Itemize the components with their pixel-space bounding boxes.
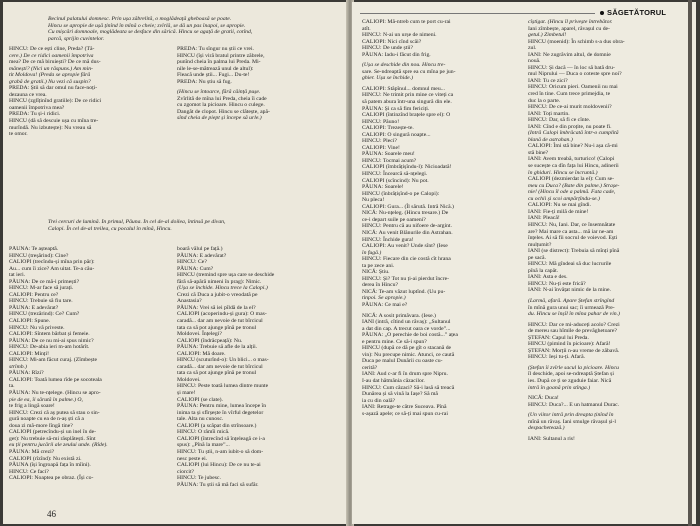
text-line: PĂUNA: Trebuie să afle de la alții. [177,344,258,351]
text-line: Calopi. În cel de-al treilea, cu pocalul în mînă, Hincu. [48,225,172,232]
text-line: CALIOPI (acoperindu-și gura): O mas- [177,311,267,318]
text-line: sare. Se-ndreaptă spre ea cu mîna pe jun- [362,68,456,75]
text-line: HINCU: De unde știi? [362,45,414,52]
text-line: nesc peste ei. [177,455,208,462]
text-line: HINCU: De ce-ai murit moldovenii? [528,104,612,111]
dialogue-column-1a [9,46,169,138]
text-line: IANI: Ne zugrăvim altul, de domnie [528,51,611,58]
text-line: tit Moldova! (Preda se apropie fără [9,72,91,79]
text-line: IANI (intră, cîtind un răvaș): „Sultanul [362,319,451,326]
text-line: PĂUNA: Cum? [177,265,214,272]
text-line: IANI: Retrage-te către Suceava. Pînă [362,404,447,411]
text-line: HINCU: Închide gura! [362,236,414,243]
text-line: ciorcit? [177,468,195,475]
text-line: CALIOPI (petrecîndu-și un inel în de- [9,429,97,436]
text-line: HINCU: Cum căzaci? Să-i lasă să treacă [362,384,455,391]
text-line: înțeles. Ai să fii socrul de voievod. Ești [528,235,618,242]
text-line: PĂUNA: Soarele meu! [362,151,415,158]
text-line: Duca pe malul Dunării cu oaste cu- [362,358,443,365]
dialogue-column-4 [528,19,688,442]
text-line: HINCU: Nu, Iani. Dar, ce însemnătate [528,221,616,228]
text-line: mulțumit? [528,241,552,248]
text-line: CALIOPI (rîzînd): Nu există zi. [9,455,82,462]
text-line: Nu pleca! [362,197,385,204]
text-line: PĂUNA: Tu știi să mă faci să sufăr. [177,481,259,488]
text-line: fără să-apără nimeni în prag): Nimic. [177,278,262,285]
text-line: Anastasia? [177,298,202,305]
text-line: PĂUNA: Te așteaptă. [9,246,59,252]
text-line: HINCU: Te jubesc. [177,475,221,482]
text-line: PĂUNA: Iadu-i făcut din frig. [362,51,431,58]
text-line: du. Hincu se înșîl în mîna pahar de vin.) [528,311,620,318]
text-line: (Ușa se închide. Hincu trece la Calopi.) [177,285,268,292]
text-line: CALIOPI: Nu se mai gîndi. [528,202,592,209]
text-line: nouă. [528,58,541,65]
text-line: HINCU: Duca?... E un hatmanul Durac. [528,401,620,408]
text-line: cîștigat. (Hincu îl privește întrebător. [528,19,613,25]
text-line: IANI: Fie-ți milă de mine! [528,208,589,215]
text-line: IANI: N-ai învățat nimic de la mine. [528,287,611,294]
text-line: HINCU: Ieși tu-ți. Afară. [528,354,586,361]
text-line: cu ochii și scoi ampărțîndu-se.) [528,195,600,202]
text-line: ta. [9,383,15,390]
text-line: meu cu Duca? (Bate din palme.) Strașe- [528,182,620,189]
dialogue-column-2a [177,46,337,122]
text-line: CALIOPI (a scăpat din strînsoare.) [177,422,257,429]
text-line: gură noapte cu ea de n-aș ști că a [9,416,84,423]
dialogue-column-1b [9,246,171,482]
text-line: HINCU: Mă gîndeai să duc lucrurile [528,261,612,268]
text-line: pînă la capăt. [528,267,559,274]
text-line: Hincu se apropie de ușă ținînd în mînă o cheie; zvîrlă, se dă un pas înapoi, se apropie. [48,22,246,29]
text-line: în fugă.) [362,249,382,256]
magazine-title: SĂGETĂTORUL [607,8,667,17]
text-line: ies. După ce ți se zguduie faiar. Nică [528,377,612,384]
text-line: ȘTEFAN: Morții n-au vreme de zăbavă. [528,347,620,354]
text-line: HINCU: Și dacă — în loc să bată dru- [528,64,615,71]
text-line: NICĂ: Au venit Blănurile din Astrahan. [362,229,453,236]
text-line: PĂUNA: Vrei să iei pîldă de la el? [177,304,256,311]
text-line: HINCU (moenid): În schimb s-a dus obra- [528,38,625,45]
text-line: HINCU: M-ar face să jurați. [9,285,74,292]
text-line: te frig a lingă soare! [9,403,55,410]
text-line: tinpoi. Se apropie.) [362,295,406,302]
text-line: derea în Hincu? [362,282,399,289]
text-line: Moldovei. [177,376,201,383]
text-line: PREDA: Știi să dar omul nu face-noți- [9,85,98,92]
text-line: HINCU (după ce dă pe gît o stacană de [362,345,452,352]
text-line: (Intră Calopi îmbrăcată într-o cumplită [528,130,619,137]
text-line: Trei cercuri de lumină. În primul, Păuna. În cel de-al doilea, întinsă pe divan, [48,219,226,225]
text-line: blană de astrahan.) [528,136,573,143]
text-line: HINCU: Ce faci? [9,468,49,475]
text-line: despachetează.) [528,425,565,432]
text-line: Dunărea și să vină la Iașe? Să mă [362,391,438,398]
text-line: PĂUNA: E adevărat? [177,252,227,259]
text-line: HINCU: O rămîi mică. [177,429,230,436]
text-line: să patem abura într-una singură din ele. [362,99,452,106]
text-line: CALIOPI (îmbrățișîndu-l): Nicioadată! [362,164,452,171]
text-line: are? Mai mare ca asta... mă iar ne-am [528,228,614,235]
text-line: CALIOPI: Mă doare. [177,350,226,357]
text-line: CALIOPI: Mă-ntreb cum te port cu-rai [362,19,451,25]
text-line: IANI (se distrect): Trebuia să mînți pînă [528,248,620,255]
text-line: parcă, sprijin cuvintelor. [48,35,105,42]
text-line: ia cu din oală? [362,397,396,404]
stage-direction-scene [48,219,328,232]
text-line: HINCU: De-abia ieri m-am hotărît. [9,344,90,351]
text-line: doua zi mă-more lîngă tine? [9,422,73,429]
text-line: CALIOPI (întrecînd să înțeleagă ce i-a [177,435,265,442]
text-line: HINCU: Ne trimit prin mine ce viteți ca [362,92,454,99]
text-line: CALIOPI: Vine! [362,144,400,151]
text-line: HINCU (pimind în picioare): Afară! [528,341,611,348]
text-line: grabă de gratii.) Nu vezi că suspin? [9,78,91,85]
text-line: IANI: Avem treabă, turturico! (Calopi [528,156,615,163]
text-line: de mereu sau hîmile de prevăghetoare? [528,328,617,335]
text-line: NICĂ: Duca! [528,395,559,402]
text-line: CALIOPI: Sîntem bărbat și femeie. [9,331,90,338]
text-line: HINCU: Și? Tot nu ți-ai pierdut încre- [362,275,450,282]
text-line: (Hincu se întoarce, fără căință pușe. [177,89,261,96]
text-line: Fleacă unde știi... Fugi... Du-te! [177,72,250,79]
header-rule [360,13,595,14]
text-line: HINCU (dă să descuie ușa cu mîna tre- [9,118,99,125]
text-line: IANI: Cînd e din proțite, nu poate fi. [528,123,612,130]
text-line: PREDA: Tu și-i ridici. [9,111,61,118]
text-line: (Larmă, afară. Apare Ștefan strîngînd [528,297,615,304]
text-line: IANI: Sultanul a ris! [528,435,575,442]
text-line: duc la o parte. [528,97,561,104]
text-line: HINCU (zglîținînd gratiile): De ce ridici [9,98,102,105]
text-line: ghier. Ușa se închide.) [362,75,414,82]
text-line: Cu mișcări domnoale, moglădeata se desface din sărică. Hincu se agață de gratii, cotînd, [48,29,253,36]
text-line: Crezi că Duca a jubit-o vreodată pe [177,291,258,298]
text-line: CALIOPI: Pentru ce? [9,291,59,298]
text-line: murîndă. Nu izbutește): Nu vreau să [9,124,92,131]
text-line: PĂUNA: De ce nu mi-ai spus nimic? [9,337,94,344]
right-page [352,2,696,524]
bullet-icon [600,11,604,15]
text-line: boară vălul pe față.) [177,246,223,252]
text-line: sînd cheia de piept și începe să urle.) [177,115,262,122]
text-line: CALIOPI: O singură noapte... [362,131,431,138]
dialogue-column-2b [177,246,339,488]
text-line: (Un viitor intră prin dreapta ținînd în [528,412,614,419]
text-line: HINCU: Peste toată lumea dintre munte [177,383,269,390]
left-page [3,2,348,524]
text-line: HINCU: Încearcă să-nțelegi. [362,171,428,178]
text-line: IANI: Toți martin. [528,110,570,117]
text-line: CALIOPI: Stăpînul... domnul meu... [362,85,445,92]
text-line: PREDA: Nu știu să fug. [177,78,232,85]
book-spine [688,0,692,526]
text-line: a dat din cap. A trecut oara ce vorde”... [362,325,451,332]
text-line: atît. [362,25,371,32]
text-line: în ghiduri. Hincu se încruntă.) [528,169,598,176]
text-line: tat ieri. [9,272,26,279]
text-line: mea? De ce mă biruiești? De ce mă dus- [9,59,101,66]
text-line: HINCU (scuturînd-o): Un blici... o mas- [177,357,269,364]
text-line: PĂUNA: Soarele! [362,184,404,191]
text-line: NICĂ: A sosit primăvara. (Iese.) [362,312,436,319]
text-line: mul Niprului — Duca o coteste spre noi? [528,71,622,78]
text-line: CALIOPI: Trezește-te. [362,125,414,132]
text-line: HINCU: Fiecare din cie costă cît hrana [362,256,451,263]
text-line: I-au dat hătmănia căzacilor. [362,377,425,384]
text-line: tale. Alta nu cunosc. [177,416,224,423]
text-line: oamenii împotriva mea? [9,104,65,111]
text-line: ȘTEFAN: Capul lui Preda. [528,334,589,341]
text-line: HINCU (își viră bratul printre zăbrele, [177,52,265,59]
text-line: pe sacă. [528,254,546,261]
text-line: Zvîrlită de mîna lui Preda, cheia îi cade [177,95,267,102]
text-line: cu zgomot la picioare. Hincu o culege. [177,102,265,109]
text-line: HINCU (trezărind): Ce? Cum? [9,311,80,318]
text-line: PĂUNA: Și ca să fim fericiți. [362,105,430,112]
text-line: CALIOPI: Îmi stă bine? Nu-i așa că-mi [528,143,618,150]
text-line: CALIOPI (se clate). [177,396,223,403]
text-line: Becinul palatului domnesc. Prin ușa zăbrelită, o moglădeață gheboasă se poate. [48,16,232,22]
text-line: PĂUNA: De ce mă-i primești? [9,278,80,285]
text-line: PĂUNA: „O perechie de boi costă...” ațea [362,332,458,339]
text-line: îl deschide, apoi se-ndreaptă Ștefan și [528,371,614,378]
text-line: cere.) De ce ridici oamenii împotriva [9,52,94,59]
text-line: s-așază apele; ce să-ți mai spun cu-rai [362,410,448,417]
text-line: Au... cum îi zice? Am uitat. Te-a cău- [9,265,95,272]
text-line: HINCU: Mi-am făcut curaj. (Zîmbește [9,357,97,364]
text-line: IANI: Aud c-ar fi în drum spre Nipru. [362,371,448,378]
text-line: CALIOPI: Au venit? Unde sînt? (Iese [362,243,448,250]
text-line: CALIOPI (întinzînd brațele spre el): O [362,112,451,119]
text-line: PĂUNA: Ce mai e? [362,301,408,308]
text-line: se sucește ca dîn fața lui Hincu, adinerii [528,163,619,170]
text-line: IANI: Tu ce zici? [528,77,568,84]
text-line: ta pe zece ani. [362,262,395,269]
text-line: CALIOPI: Nici cînd scăi? [362,38,422,45]
text-line: CALIOPI (lui Hincu): De ce nu te-ai [177,462,261,469]
text-line: NICĂ: Nu-nțeleg. (Hincu tresare.) De [362,210,449,217]
text-line: Moldovei. Înțelegi? [177,331,222,338]
text-line: tata ca să pot ajunge pînă pe tronul [177,370,257,377]
text-line: pie de ea, îi sărută în palme.) O, [9,396,83,403]
text-line: PĂUNA: Pentru mine, lumea începe în [177,403,267,410]
text-line: Iani zîmbește, aparel, răvașul cu de- [528,25,610,32]
text-line: HINCU: Nu vă priveste. [9,324,65,331]
text-line: HINCU: Trebuie să fiu tare. [9,298,73,305]
text-line: HINCU: Crezi că aș putea să stau o sin- [9,409,100,416]
text-line: CALIOPI (trecîndu-și mîna prin păr): [9,259,95,266]
text-line: NICĂ: Știu. [362,269,390,276]
text-line: inima ta și sfîrșește în vîrful degetelor [177,409,264,416]
magazine-header [600,8,666,17]
text-line: CALIOPI: Minți! [9,350,49,357]
text-line: IANI: Pleacă! [528,215,560,222]
text-line: NICĂ: Te-am văzut luptînd. (Uu pu- [362,288,446,295]
text-line: tata ca să pot ajunge pînă pe tronul [177,324,257,331]
text-line: PĂUNA (își îngroapă fața în mîini). [9,462,91,469]
text-line: get): Nu trebuie să-mi răsplătești. Sînt [9,435,96,442]
text-line: HINCU: Oricum pieri. Oamenii nu mai [528,84,618,91]
text-line: CALIOPI: Noaptea pe obraz. (Își co- [9,475,94,482]
text-line: (Ștefan îi zvîrle sacul la picioare. Hincu [528,364,619,371]
text-line: mănești? (Nici un răspuns.) Am min- [9,65,93,72]
text-line: cred în tine. Cum trece primejdia, te [528,91,611,98]
text-line: PĂUNA: E adevărat? [9,304,59,311]
text-line: ce-i depart suile pe oameni? [362,216,426,223]
text-line: și mare! [177,390,196,397]
text-line: HINCU: Păuno! [362,118,400,125]
text-line: punînd cheia în palma lui Preda. Mi- [177,59,261,66]
text-line: strîmb.) [9,363,27,370]
text-line: nie! (Hincu îl ode a palmă. Fata cade, [528,189,616,196]
text-line: HINCU (treșărind): Cine? [9,252,69,259]
text-line: nile le-se-mătrează unul de altul): [177,65,254,72]
text-line: HINCU: Pentru că au nifoere de-argint. [362,223,452,230]
text-line: HINCU (tremind spre ușa care se deschide [177,272,275,279]
text-line: zul. [528,45,537,52]
text-line: HINCU: Ce? [177,259,207,266]
text-line: în mînă gura unui sac; îi urmează Pre- [528,304,615,311]
text-line: PĂUNA: Rîzi? [9,370,44,377]
text-line: te omor. [9,131,28,138]
dialogue-column-3 [362,19,522,417]
text-line: dezauna ce vrea. [9,91,47,98]
text-line: Dangăt de clopot. Hincu se clătește, apă- [177,108,270,115]
text-line: CALIOPI (îndrăcpeață): Nu. [177,337,243,344]
text-line: HINCU: Nu-ți este frică? [528,280,586,287]
stage-direction-opening [48,16,328,42]
text-line: HINCU: Tu știi, n-am iubit-o să dom- [177,448,264,455]
text-line: (Ușa se deschide din nou. Hincu tre- [362,62,446,69]
text-line: eu ții pentru jucării ale zeului unde. (Rîde). [9,442,108,449]
text-line: CALIOPI: Toată lumea rîde pe socoteala [9,376,102,383]
text-line: HINCU: N-ai un urșe de nimeni. [362,32,437,39]
text-line: PĂUNA: Mă crezi? [9,448,55,455]
text-line: HINCU: De ce ești cline, Preda? (Tă- [9,46,95,52]
text-line: CALIOPI (dezmierdat la el): Cum se- [528,176,615,183]
text-line: stă bine? [528,149,549,156]
text-line: PREDA: Tu sîngur nu știi ce vrei. [177,46,254,52]
text-line: HINCU: Dar, să fi ce cînte. [528,117,591,124]
text-line: CALIOPI: Spune. [9,318,51,325]
page-number: 46 [47,509,56,519]
text-line: PĂUNA: Nu te-nțelege. (Hincu se apro- [9,390,101,397]
text-line: caradă... dar am nevoie de tut bîrcicul [177,318,263,325]
text-line: cerită? [362,364,378,371]
text-line: HINCU (înbrățișînd-o pe Calopi): [362,190,440,197]
text-line: vin): Nu precupe nimic. Atunci, ce caută [362,351,455,358]
text-line: intră în goană prin stînga.) [528,384,591,391]
text-line: HINCU: Tocmai acum? [362,157,417,164]
text-line: caradă... dar am nevoie de tut bîrcicul [177,363,263,370]
text-line: getul.) Zimbetul! [528,32,567,39]
text-line: CALIOPI (scîncind): Nu pot. [362,177,429,184]
text-line: spus): „Pînă la mare”... [177,442,230,449]
text-line: e pentru mine. Ce să-i spun? [362,338,427,345]
text-line: mînă un răvaș. Iani smulge răvașul și-l [528,418,616,425]
text-line: HINCU: Dar ce mi-aduceți acolo? Crezi [528,321,620,328]
text-line: CALIOPI: Gura... (Îl sărută. Intră Nică.) [362,203,454,210]
text-line: IANI: Asta e des. [528,274,568,281]
text-line: HINCU: Pleci? [362,138,397,145]
